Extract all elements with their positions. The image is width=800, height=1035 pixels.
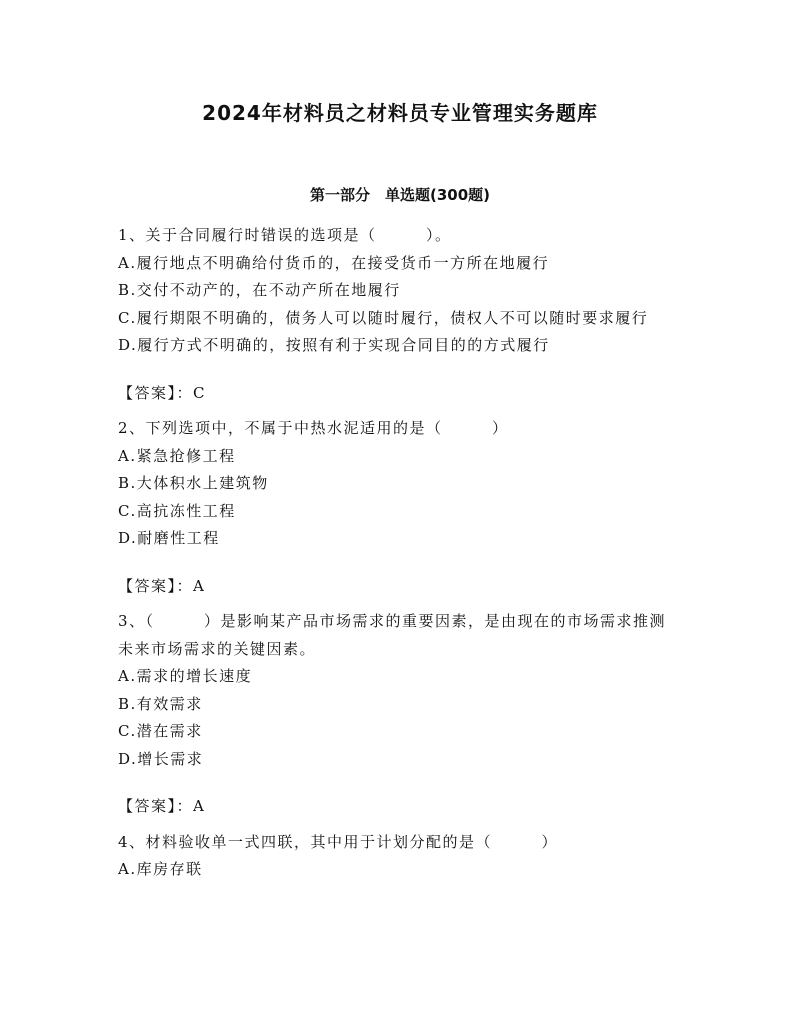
option-a: A.履行地点不明确给付货币的，在接受货币一方所在地履行	[118, 253, 550, 272]
answer-label: 【答案】：A	[118, 797, 206, 815]
option-b: B.交付不动产的，在不动产所在地履行	[118, 281, 401, 299]
option-d: D.履行方式不明确的，按照有利于实现合同目的的方式履行	[118, 336, 550, 354]
question-4	[118, 829, 678, 884]
section-heading: 第一部分 单选题(300题)	[309, 186, 491, 204]
question-3	[118, 608, 678, 821]
option-d: D.增长需求	[118, 749, 204, 768]
question-stem: 3、（ ）是影响某产品市场需求的重要因素，是由现在的市场需求推测未来市场需求的关键因素。	[118, 612, 667, 658]
answer-label: 【答案】：A	[118, 576, 206, 595]
option-c: C.履行期限不明确的，债务人可以随时履行，债权人不可以随时要求履行	[118, 308, 649, 327]
answer-label: 【答案】：C	[118, 383, 206, 402]
option-b: B.有效需求	[118, 694, 203, 713]
document-title: 2024年材料员之材料员专业管理实务题库	[202, 101, 598, 125]
option-a: A.库房存联	[118, 860, 203, 878]
option-c: C.潜在需求	[118, 722, 203, 740]
question-2	[118, 415, 678, 600]
option-a: A.需求的增长速度	[118, 667, 253, 685]
question-stem: 1、关于合同履行时错误的选项是（ ）。	[118, 226, 452, 244]
option-c: C.高抗冻性工程	[118, 501, 236, 520]
question-stem: 4、材料验收单一式四联，其中用于计划分配的是（ ）	[118, 832, 559, 851]
question-stem: 2、下列选项中，不属于中热水泥适用的是（ ）	[118, 419, 509, 437]
question-list	[118, 222, 678, 884]
option-b: B.大体积水上建筑物	[118, 474, 269, 492]
question-1	[118, 222, 678, 407]
option-d: D.耐磨性工程	[118, 529, 220, 547]
option-a: A.紧急抢修工程	[118, 446, 236, 465]
